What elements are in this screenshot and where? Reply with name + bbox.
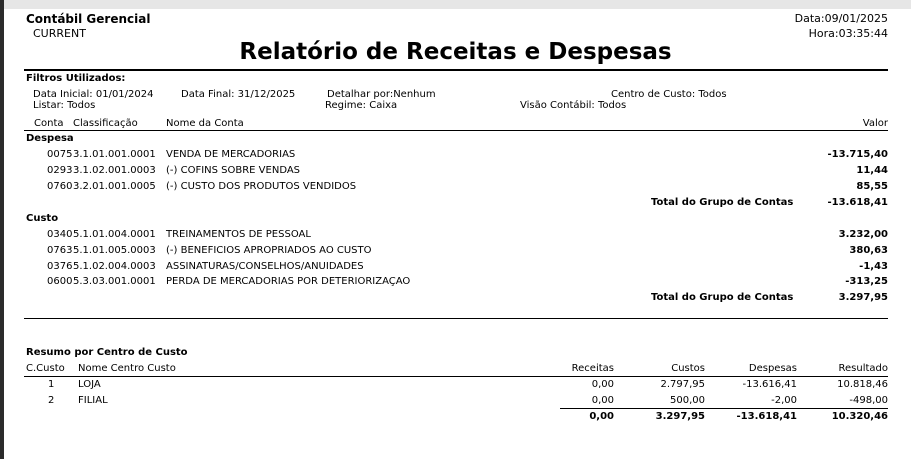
row-conta: 0293 [47, 165, 73, 176]
row-nome: ASSINATURAS/CONSELHOS/ANUIDADES [166, 261, 364, 272]
row-valor: 11,44 [856, 165, 888, 176]
filter-regime: Regime: Caixa [325, 100, 398, 111]
row-classificacao: 3.1.01.001.0001 [73, 149, 156, 160]
summary-ccusto: 2 [48, 395, 55, 406]
company-subtitle: CURRENT [33, 27, 86, 40]
filter-data-final: Data Final: 31/12/2025 [181, 89, 296, 100]
company-name: Contábil Gerencial [26, 12, 151, 26]
row-conta: 0340 [47, 229, 73, 240]
report-time: Hora:03:35:44 [808, 27, 888, 40]
row-valor: 85,55 [856, 181, 888, 192]
summary-despesas: -13.616,41 [742, 379, 797, 390]
summary-col-receitas: Receitas [571, 363, 614, 374]
report-date: Data:09/01/2025 [794, 12, 888, 25]
group-total-value: -13.618,41 [827, 197, 888, 208]
summary-total-receitas: 0,00 [589, 411, 614, 422]
row-conta: 0600 [47, 276, 73, 287]
group-total-value: 3.297,95 [838, 292, 888, 303]
group-heading-custo: Custo [26, 213, 59, 224]
summary-col-custos: Custos [671, 363, 705, 374]
row-nome: (-) CUSTO DOS PRODUTOS VENDIDOS [166, 181, 357, 192]
summary-totals-divider [560, 408, 888, 409]
summary-resultado: -498,00 [849, 395, 888, 406]
summary-header-divider [24, 376, 888, 377]
summary-total-resultado: 10.320,46 [831, 411, 888, 422]
row-conta: 0376 [47, 261, 73, 272]
group-heading-despesa: Despesa [26, 133, 74, 144]
row-classificacao: 5.3.03.001.0001 [73, 276, 156, 287]
row-classificacao: 5.1.02.004.0003 [73, 261, 156, 272]
col-nome-conta: Nome da Conta [166, 118, 244, 129]
summary-receitas: 0,00 [591, 379, 614, 390]
filter-data-inicial: Data Inicial: 01/01/2024 [33, 89, 154, 100]
summary-nome: FILIAL [78, 395, 108, 406]
row-nome: (-) COFINS SOBRE VENDAS [166, 165, 301, 176]
section-divider [24, 318, 888, 319]
summary-total-despesas: -13.618,41 [736, 411, 797, 422]
row-nome: TREINAMENTOS DE PESSOAL [166, 229, 311, 240]
row-nome: (-) BENEFICIOS APROPRIADOS AO CUSTO [166, 245, 372, 256]
summary-despesas: -2,00 [771, 395, 797, 406]
row-valor: 380,63 [849, 245, 888, 256]
summary-nome: LOJA [78, 379, 101, 390]
summary-ccusto: 1 [48, 379, 55, 390]
row-classificacao: 3.1.02.001.0003 [73, 165, 156, 176]
row-classificacao: 5.1.01.005.0003 [73, 245, 156, 256]
summary-total-custos: 3.297,95 [655, 411, 705, 422]
row-conta: 0075 [47, 149, 73, 160]
filter-visao: Visão Contábil: Todos [520, 100, 627, 111]
window-left-border [0, 0, 4, 459]
summary-resultado: 10.818,46 [837, 379, 888, 390]
group-total-label: Total do Grupo de Contas [651, 197, 794, 208]
row-valor: 3.232,00 [838, 229, 888, 240]
summary-col-nome: Nome Centro Custo [78, 363, 176, 374]
row-classificacao: 3.2.01.001.0005 [73, 181, 156, 192]
filter-listar: Listar: Todos [33, 100, 96, 111]
summary-custos: 500,00 [670, 395, 705, 406]
summary-col-resultado: Resultado [838, 363, 888, 374]
report-title: Relatório de Receitas e Despesas [239, 39, 672, 65]
summary-custos: 2.797,95 [660, 379, 705, 390]
row-valor: -1,43 [859, 261, 888, 272]
title-divider [24, 69, 888, 71]
row-valor: -13.715,40 [827, 149, 888, 160]
summary-receitas: 0,00 [591, 395, 614, 406]
summary-heading: Resumo por Centro de Custo [26, 347, 188, 358]
group-total-label: Total do Grupo de Contas [651, 292, 794, 303]
filter-centro-custo: Centro de Custo: Todos [611, 89, 727, 100]
col-classificacao: Classificação [73, 118, 138, 129]
row-valor: -313,25 [845, 276, 888, 287]
columns-divider [24, 130, 888, 131]
row-classificacao: 5.1.01.004.0001 [73, 229, 156, 240]
row-conta: 0760 [47, 181, 73, 192]
filter-detalhar: Detalhar por:Nenhum [327, 89, 436, 100]
row-nome: PERDA DE MERCADORIAS POR DETERIORIZAÇAO [166, 276, 411, 287]
summary-col-despesas: Despesas [748, 363, 797, 374]
filters-heading: Filtros Utilizados: [26, 73, 126, 84]
row-nome: VENDA DE MERCADORIAS [166, 149, 296, 160]
col-valor: Valor [862, 118, 888, 129]
summary-col-ccusto: C.Custo [26, 363, 65, 374]
window-top-bar [0, 0, 911, 9]
col-conta: Conta [34, 118, 64, 129]
row-conta: 0763 [47, 245, 73, 256]
